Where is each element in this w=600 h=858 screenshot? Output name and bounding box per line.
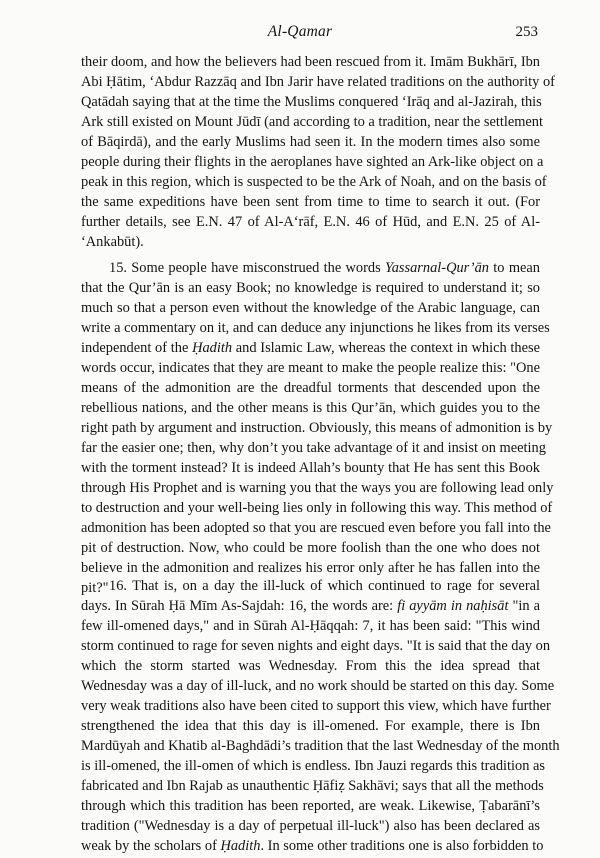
text-line: which the storm started was Wednesday. From this the idea spread that bbox=[81, 658, 540, 674]
running-header-title: Al-Qamar bbox=[267, 23, 333, 40]
text-line: 16. That is, on a day the ill-luck of which continued to rage for several bbox=[109, 578, 540, 594]
paragraph-note-16 bbox=[81, 576, 560, 856]
text-line: admonition has been adopted so that you are rescued even before you fall into the bbox=[81, 520, 551, 536]
text-line: that the Qur’ān is an easy Book; no knowledge is required to understand it; so bbox=[81, 280, 540, 296]
text-line: storm continued to rage for seven nights and eight days. "It is said that the day on bbox=[81, 638, 551, 654]
text-line: much so that a person even without the knowledge of the Arabic language, can bbox=[81, 300, 540, 316]
text-line: the same expeditions have been sent from time to time to search it out. (For bbox=[81, 194, 540, 210]
text-line: tradition ("Wednesday is a day of perpetual ill-luck") also has been declared as bbox=[81, 818, 540, 834]
text-line: very weak traditions also have been cited to support this view, which have further bbox=[81, 698, 551, 714]
text-line: with the torment instead? It is indeed Allah’s bounty that He has sent this Book bbox=[81, 460, 540, 476]
text-line: through which this tradition has been reported, are weak. Likewise, Ṭabarānī’s bbox=[81, 798, 540, 814]
text-line: fabricated and Ibn Rajab as unauthentic Ḥāfiẓ Sakhāvi; says that all the methods bbox=[81, 778, 544, 794]
text-line: Qatādah saying that at the time the Muslims conquered ‘Irāq and al-Jazirah, this bbox=[81, 94, 542, 110]
text-line: 15. Some people have misconstrued the words Yassarnal-Qur’ān to mean bbox=[109, 260, 540, 276]
text-line: further details, see E.N. 47 of Al-A‘rāf, E.N. 46 of Hūd, and E.N. 25 of Al- bbox=[81, 214, 540, 230]
text-line: weak by the scholars of Ḥadith. In some other traditions one is also forbidden to bbox=[81, 838, 544, 854]
text-line: ‘Ankabūt). bbox=[81, 234, 144, 250]
text-line: strengthened the idea that this day is ill-omened. For example, there is Ibn bbox=[81, 718, 540, 734]
text-line: Ark still existed on Mount Jūdī (and according to a tradition, near the settlement bbox=[81, 114, 543, 130]
text-line: independent of the Ḥadith and Islamic Law, whereas the context in which these bbox=[81, 340, 540, 356]
text-line: rebellious nations, and the other means is this Qur’ān, which guides you to the bbox=[81, 400, 540, 416]
text-line: words occur, indicates that they are meant to make the people realize this: "One bbox=[81, 360, 540, 376]
text-line: to destruction and your well-being lies only in following this way. This method of bbox=[81, 500, 553, 516]
paragraph-noah-ark bbox=[81, 52, 555, 252]
text-line: far the easier one; then, why don’t you take advantage of it and insist on meeting bbox=[81, 440, 546, 456]
text-line: pit?" bbox=[81, 580, 109, 596]
text-line: people during their flights in the aeroplanes have sighted an Ark-like object on a bbox=[81, 154, 544, 170]
text-line: through His Prophet and is warning you that the ways you are following lead only bbox=[81, 480, 554, 496]
text-line: peak in this region, which is suspected to be the Ark of Noah, and on the basis of bbox=[81, 174, 547, 190]
text-line: is ill-omened, the ill-omen of which is endless. Ibn Jauzi regards this tradition as bbox=[81, 758, 545, 774]
text-line: believe in the admonition and realizes his error only after he has fallen into the bbox=[81, 560, 540, 576]
text-line: of Bāqirdā), and the early Muslims had seen it. In the modern times also some bbox=[81, 134, 540, 150]
text-line: right path by argument and instruction. Obviously, this means of admonition is by bbox=[81, 420, 553, 436]
text-line: pit of destruction. Now, who could be more foolish than the one who does not bbox=[81, 540, 540, 556]
text-line: days. In Sūrah Ḥā Mīm As-Sajdah: 16, the words are: fi ayyām in naḥisāt "in a bbox=[81, 598, 541, 614]
paragraph-note-15 bbox=[81, 258, 554, 598]
text-line: Wednesday was a day of ill-luck, and no work should be started on this day. Some bbox=[81, 678, 555, 694]
text-line: means of the admonition are the dreadful torments that descended upon the bbox=[81, 380, 540, 396]
text-line: few ill-omened days," and in Sūrah Al-Ḥāqqah: 7, it has been said: "This wind bbox=[81, 618, 540, 634]
text-line: their doom, and how the believers had been rescued from it. Imām Bukhārī, Ibn bbox=[81, 54, 540, 70]
text-line: write a commentary on it, and can deduce any injunctions he likes from its verses bbox=[81, 320, 550, 336]
page-number: 253 bbox=[515, 24, 538, 40]
text-line: Mardūyah and Khatib al-Baghdādi’s tradition that the last Wednesday of the month bbox=[81, 738, 560, 754]
text-line: Abi Ḥātim, ‘Abdur Razzāq and Ibn Jarir have related traditions on the authority of bbox=[81, 74, 555, 90]
